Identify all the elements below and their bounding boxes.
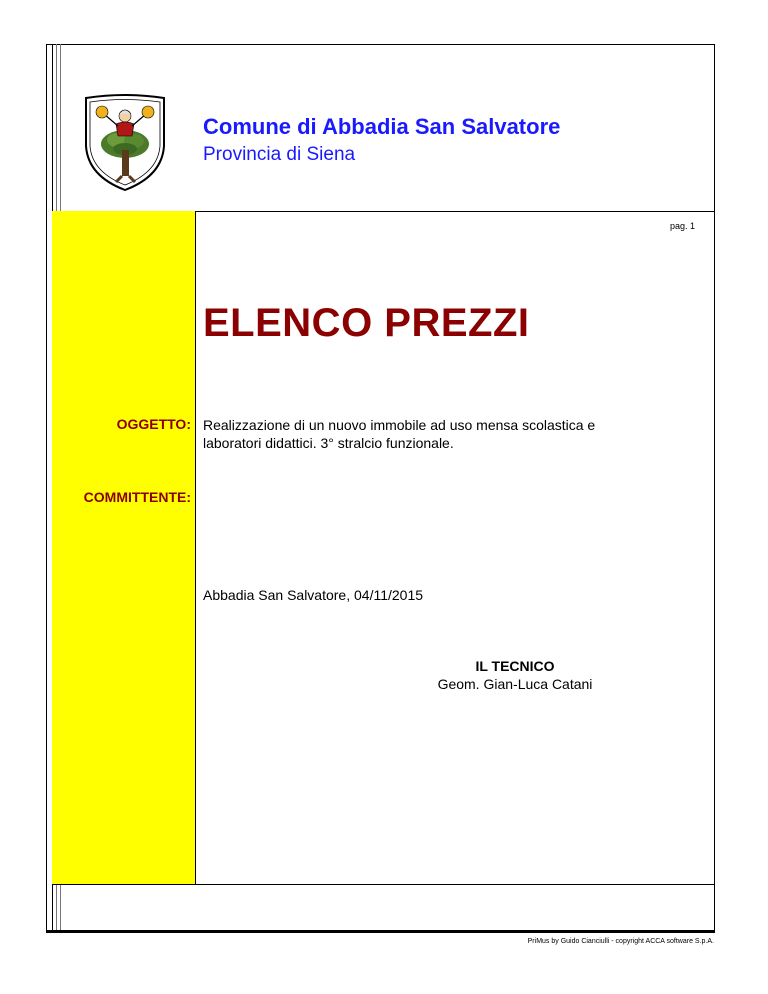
municipal-coat-of-arms-icon — [82, 94, 168, 192]
committente-label: COMMITTENTE: — [83, 489, 191, 505]
software-credit: PriMus by Guido Cianciulli - copyright ACCA software S.p.A. — [527, 938, 714, 945]
municipality-name: Comune di Abbadia San Salvatore — [203, 114, 561, 139]
signature-name: Geom. Gian-Luca Catani — [437, 676, 593, 692]
oggetto-label: OGGETTO: — [116, 416, 191, 432]
province-name: Provincia di Siena — [203, 144, 356, 165]
document-title: ELENCO PREZZI — [203, 301, 530, 345]
page-bottom-rule — [46, 930, 715, 933]
signature-role: IL TECNICO — [475, 658, 555, 674]
footer-divider — [52, 884, 715, 885]
yellow-sidebar — [52, 211, 196, 885]
oggetto-text: Realizzazione di un nuovo immobile ad uso mensa scolastica e laboratori didattici. 3° stralcio funzionale. — [203, 417, 596, 451]
place-and-date: Abbadia San Salvatore, 04/11/2015 — [203, 587, 424, 603]
page-number: pag. 1 — [670, 221, 696, 231]
